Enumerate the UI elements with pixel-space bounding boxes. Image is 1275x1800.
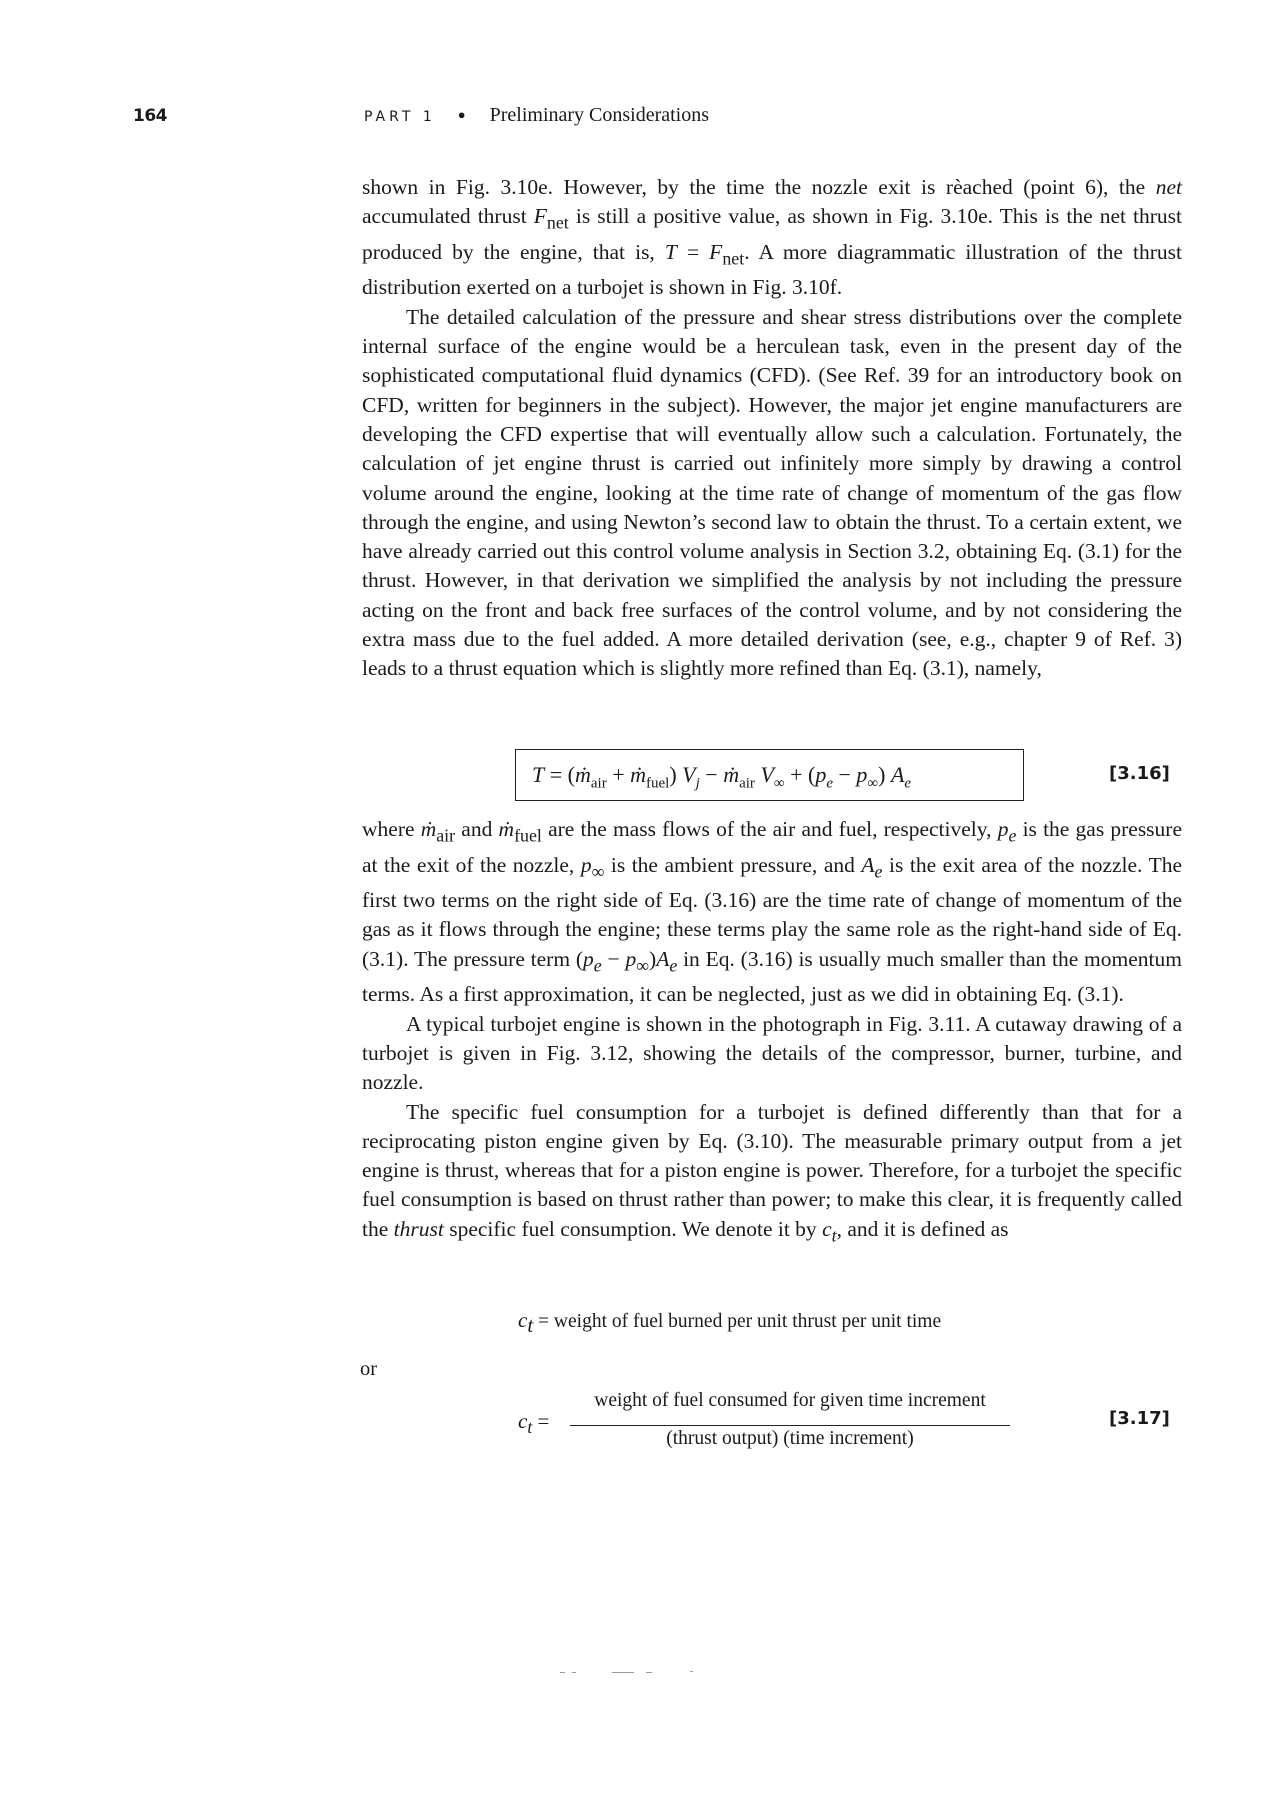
scan-speck	[690, 1671, 693, 1672]
page-number: 164	[133, 106, 167, 126]
body-text-upper	[362, 173, 1182, 684]
fraction-numerator: weight of fuel consumed for given time increment	[594, 1390, 986, 1411]
scan-speck	[572, 1672, 576, 1673]
paragraph: shown in Fig. 3.10e. However, by the time the nozzle exit is rèached (point 6), the net accumulated thrust $F_{net}$ is still a positive value, as shown in Fig. 3.10e. This is the net thrust produced by the engine, that is, $T = F_{net}$. A more diagrammatic illustration of the thrust distribution exerted on a turbojet is shown in Fig. 3.10f.	[362, 175, 1183, 300]
equation-number: [3.16]	[1109, 763, 1170, 784]
scan-speck	[560, 1672, 565, 1673]
thrust-equation: T = (ṁ$_{air}$ + ṁ$_{fuel}$) $V_j$ − ṁ$_{air}$ $V_\infty + (p_e - p_\infty)$ $A_e$	[515, 749, 1024, 801]
part-label: PART 1	[364, 109, 436, 125]
section-title: Preliminary Considerations	[489, 104, 710, 126]
body-text-lower	[362, 815, 1182, 1250]
paragraph: The specific fuel consumption for a turbojet is defined differently than that for a reciprocating piston engine given by Eq. (3.10). The measurable primary output from a jet engine is thrust, whereas that for a piston engine is power. Therefore, for a turbojet the specific fuel consumption is based on thrust rather than power; to make this clear, it is frequently called the thrust specific fuel consumption. We denote it by $c_t$, and it is defined as	[362, 1099, 1182, 1246]
or-connector: or	[360, 1358, 378, 1380]
paragraph: where ṁ$_{air}$ and ṁ$_{fuel}$ are the mass flows of the air and fuel, respectively, $p_e$ is the gas pressure at the exit of the nozzle, $p_\infty$ is the ambient pressure, and $A_e$ is the exit area of the nozzle. The first two terms on the right side of Eq. (3.16) are the time rate of change of momentum of the gas as it flows through the engine; these terms play the same role as the right-hand side of Eq. (3.1). The pressure term $(p_e - p_\infty)A_e$ in Eq. (3.16) is usually much smaller than the momentum terms. As a first approximation, it can be neglected, just as we did in obtaining Eq. (3.1).	[362, 817, 1183, 1007]
fraction-bar	[570, 1425, 1010, 1426]
scan-speck	[646, 1672, 652, 1673]
equation-number: [3.17]	[1109, 1408, 1170, 1429]
ct-definition-equation: $c_t$ = weight of fuel burned per unit thrust per unit time	[518, 1308, 942, 1337]
paragraph: A typical turbojet engine is shown in the photograph in Fig. 3.11. A cutaway drawing of a turbojet is given in Fig. 3.12, showing the details of the compressor, burner, turbine, and nozzle.	[362, 1011, 1182, 1095]
equation-lhs: $c_t$ =	[518, 1409, 550, 1438]
running-head	[364, 104, 709, 127]
bullet-icon: ●	[457, 107, 466, 122]
fraction-denominator: (thrust output) (time increment)	[666, 1428, 914, 1449]
scan-speck	[612, 1672, 634, 1673]
ct-fraction-equation	[518, 1390, 1018, 1460]
paragraph: The detailed calculation of the pressure and shear stress distributions over the complete internal surface of the engine would be a herculean task, even in the present day of the sophisticated computational fluid dynamics (CFD). (See Ref. 39 for an introductory book on CFD, written for beginners in the subject). However, the major jet engine manufacturers are developing the CFD expertise that will eventually allow such a calculation. Fortunately, the calculation of jet engine thrust is carried out infinitely more simply by drawing a control volume around the engine, looking at the time rate of change of momentum of the gas flow through the engine, and using Newton’s second law to obtain the thrust. To a certain extent, we have already carried out this control volume analysis in Section 3.2, obtaining Eq. (3.1) for the thrust. However, in that derivation we simplified the analysis by not including the pressure acting on the front and back free surfaces of the control volume, and by not considering the extra mass due to the fuel added. A more detailed derivation (see, e.g., chapter 9 of Ref. 3) leads to a thrust equation which is slightly more refined than Eq. (3.1), namely,	[362, 304, 1182, 681]
